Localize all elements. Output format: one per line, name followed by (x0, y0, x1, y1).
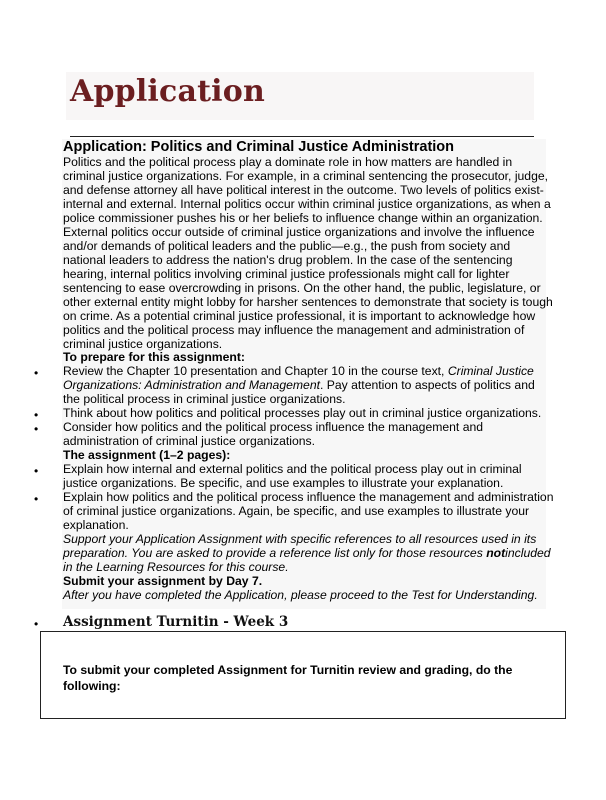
prepare-bullet-3-line-1: Consider how politics and the political process influence the management and (63, 420, 484, 434)
intro-paragraph (63, 155, 553, 351)
page-heading-box (66, 72, 534, 120)
intro-line: Politics and the political process play a dominate role in how matters are handled in (63, 155, 513, 169)
prepare-bullet-3-line-2: administration of criminal justice organizations. (63, 434, 315, 448)
divider (70, 136, 534, 137)
support-line-3: in the Learning Resources for this course. (63, 560, 289, 574)
prepare-bullet-1-line-3: the political process in criminal justice organizations. (63, 392, 346, 406)
page-title: Application (70, 74, 266, 109)
assignment-heading: The assignment (1–2 pages): (63, 448, 231, 462)
assignment-bullet-2-line-2: of criminal justice organizations. Again, be specific, and use examples to illustrate your (63, 504, 530, 518)
turnitin-heading[interactable]: Assignment Turnitin - Week 3 (63, 614, 289, 630)
turnitin-instructions (63, 662, 512, 694)
intro-line: police commissioner pushes his or her beliefs to influence change within an organization. (63, 211, 543, 225)
turnitin-line-2: following: (63, 679, 121, 693)
bullet-icon: • (34, 492, 39, 506)
intro-line: External politics occur outside of criminal justice organizations and involve the influence (63, 225, 535, 239)
intro-line: criminal justice organizations. For example, in a criminal sentencing the prosecutor, judge, (63, 169, 549, 183)
bullet-icon: • (34, 366, 39, 380)
prepare-heading: To prepare for this assignment: (63, 350, 245, 364)
intro-line: other external entity might lobby for harsher sentences to demonstrate that society is tough (63, 295, 553, 309)
assignment-bullet-1-line-1: Explain how internal and external politics and the political process play out in criminal (63, 462, 522, 476)
prepare-bullet-1-line-2: Organizations: Administration and Management. Pay attention to aspects of politics and (63, 378, 535, 392)
intro-line: and/or demands of political leaders and the public—e.g., the push from society and (63, 239, 511, 253)
after-text: After you have completed the Application, please proceed to the Test for Understanding. (63, 588, 538, 602)
section-title: Application: Politics and Criminal Justice Administration (63, 139, 455, 155)
intro-line: internal and external. Internal politics occur within criminal justice organizations, as when a (63, 197, 551, 211)
turnitin-line-1: To submit your completed Assignment for Turnitin review and grading, do the (63, 663, 513, 677)
assignment-bullet-2-line-1: Explain how politics and the political process influence the management and administration (63, 490, 554, 504)
assignment-bullet-2-line-3: explanation. (63, 518, 129, 532)
bullet-icon: • (34, 617, 39, 631)
support-line-1: Support your Application Assignment with specific references to all resources used in its (63, 532, 537, 546)
bullet-icon: • (34, 464, 39, 478)
intro-line: sentencing to ease overcrowding in prisons. On the other hand, the public, legislature, or (63, 281, 541, 295)
intro-line: national leaders to address the nation's drug problem. In the case of the sentencing (63, 253, 513, 267)
intro-line: politics and the political process may influence the management and administration of (63, 323, 525, 337)
submit-heading: Submit your assignment by Day 7. (63, 574, 263, 588)
bullet-icon: • (34, 408, 39, 422)
intro-line: and defense attorney all have political interest in the outcome. Two levels of politics exist- (63, 183, 544, 197)
intro-line: criminal justice organizations. (63, 337, 223, 351)
assignment-bullet-1-line-2: justice organizations. Be specific, and use examples to illustrate your explanation. (63, 476, 504, 490)
turnitin-box (40, 631, 566, 719)
intro-line: on crime. As a potential criminal justice professional, it is important to acknowledge how (63, 309, 536, 323)
prepare-bullet-2: Think about how politics and political processes play out in criminal justice organizations. (63, 406, 542, 420)
prepare-bullet-1-line-1: Review the Chapter 10 presentation and Chapter 10 in the course text, Criminal Justice (63, 364, 534, 378)
bullet-icon: • (34, 422, 39, 436)
support-line-2: preparation. You are asked to provide a reference list only for those resources notincluded (63, 546, 551, 560)
intro-line: hearing, internal politics involving criminal justice professionals might call for lighter (63, 267, 510, 281)
